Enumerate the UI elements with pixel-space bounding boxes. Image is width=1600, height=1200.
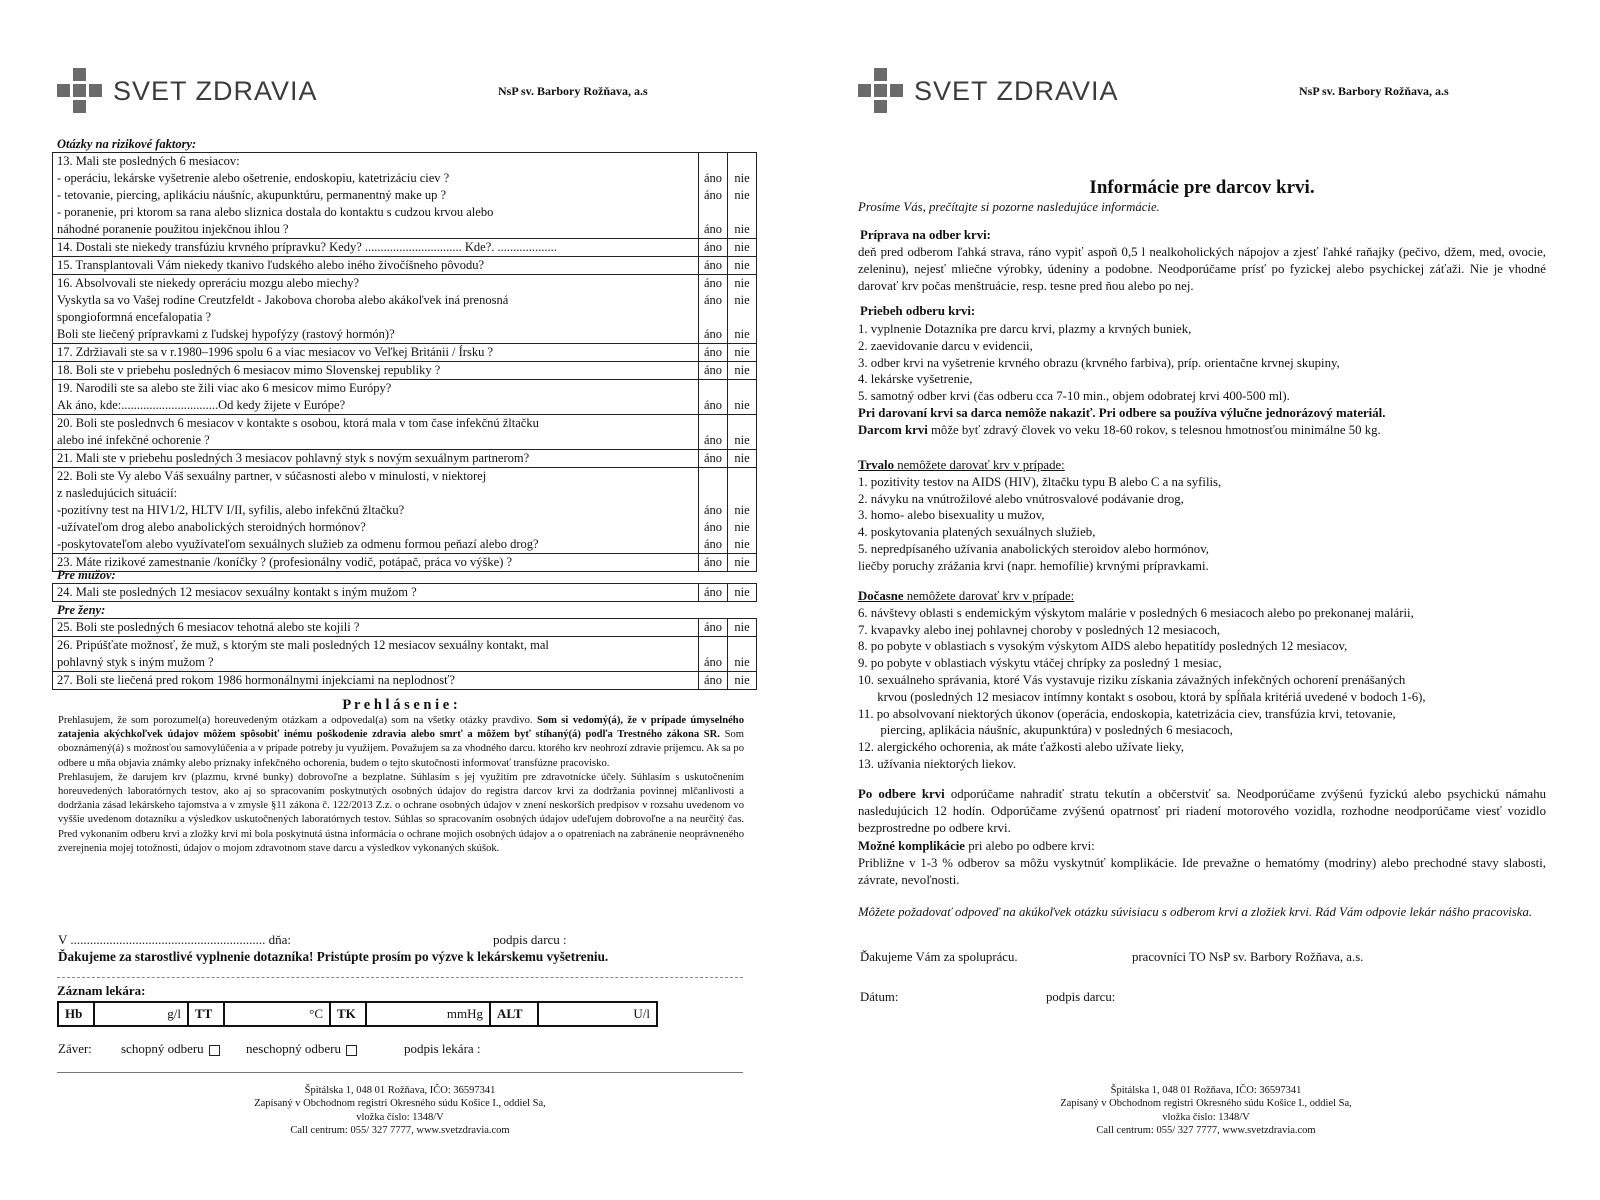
answer-no[interactable]: nie: [728, 380, 757, 415]
question-row: [53, 468, 757, 554]
answer-yes[interactable]: áno: [699, 257, 728, 275]
question-text: 27. Boli ste liečená pred rokom 1986 hormonálnymi injekciami na neplodnosť?: [53, 672, 699, 690]
after-donation-text: [858, 786, 1546, 836]
conclusion-label: Záver:: [58, 1041, 92, 1056]
temporary-item: 7. kvapavky alebo inej pohlavnej choroby v posledných 12 mesiacoch,: [858, 622, 1221, 637]
course-list: [858, 321, 1558, 439]
thanks-cooperation: Ďakujeme Vám za spoluprácu.: [860, 950, 1018, 964]
question-text: 15. Transplantovali Vám niekedy tkanivo ľudského alebo iného živočíšneho pôvodu?: [53, 257, 699, 275]
able-label: schopný odberu: [121, 1041, 204, 1056]
question-text: 22. Boli ste Vy alebo Váš sexuálny partner, v súčasnosti alebo v minulosti, v niektorej z nasledujúcich situácií: -pozitívny test na HIV1/2, HLTV I/II, syfilis, alebo infekčnú žltačku? -užívateľom drog alebo anabolických steroidných hormónov? -poskytovateľom alebo využívateľom sexuálnych služieb za odmenu formou peňazí alebo drog?: [53, 468, 699, 554]
cross-logo-icon: [57, 68, 103, 114]
question-row: [53, 239, 757, 257]
question-row: [53, 153, 757, 239]
question-row: [53, 257, 757, 275]
answer-no[interactable]: nie: [728, 637, 757, 672]
answer-no[interactable]: nie: [728, 554, 757, 572]
unable-checkbox[interactable]: [346, 1045, 357, 1056]
footer-line-1: Špitálska 1, 048 01 Rožňava, IČO: 36597341: [304, 1085, 496, 1096]
hospital-name: NsP sv. Barbory Rožňava, a.s: [498, 84, 648, 98]
footer-line-4: Call centrum: 055/ 327 7777, www.svetzdravia.com: [290, 1124, 510, 1136]
temporary-item: 13. užívania niektorých liekov.: [858, 756, 1017, 771]
footer-line-2: Zapísaný v Obchodnom registri Okresného súdu Košice I., oddiel Sa,: [254, 1098, 546, 1110]
prep-title: Príprava na odber krvi:: [860, 228, 991, 242]
permanent-item: 1. pozitivity testov na AIDS (HIV), žltačku typu B alebo C a na syfilis,: [858, 474, 1222, 489]
question-row: [53, 672, 757, 690]
question-row: [53, 415, 757, 450]
hospital-name-right: NsP sv. Barbory Rožňava, a.s: [1299, 84, 1449, 98]
donor-text: môže byť zdravý človek vo veku 18-60 rokov, s telesnou hmotnosťou minimálne 50 kg.: [927, 422, 1381, 437]
prep-text: deň pred odberom ľahká strava, ráno vypiť aspoň 0,5 l nealkoholických nápojov a zjesť ľahké raňajky (pečivo, džem, med, ovocie, zeleninu), nejesť mliečne výrobky, údeniny a podobne. Neodporúčame prísť po fyzickej alebo psychickej záťaži. Nie je vhodné darovať krv počas menštruácie, resp. tesne pred ňou alebo po nej.: [858, 245, 1546, 293]
course-title: Priebeh odberu krvi:: [860, 304, 976, 318]
answer-no[interactable]: nie: [728, 672, 757, 690]
complications-label: Možné komplikácie: [858, 839, 965, 853]
answer-no[interactable]: nie nie nie: [728, 153, 757, 239]
brand-name: SVET ZDRAVIA: [914, 75, 1119, 106]
temporary-item: 9. po pobyte v oblastiach výskytu vtáčej chrípky za posledný 1 mesiac,: [858, 656, 1222, 671]
safety-note: Pri darovaní krvi sa darca nemôže nakaziť. Pri odbere sa používa výlučne jednorázový materiál.: [858, 405, 1386, 420]
permanent-item: 3. homo- alebo bisexuality u mužov,: [858, 508, 1045, 523]
footer-line-1: Špitálska 1, 048 01 Rožňava, IČO: 36597341: [1110, 1085, 1302, 1096]
course-item: 5. samotný odber krvi (čas odberu cca 7-10 min., objem odobratej krvi 400-500 ml).: [858, 389, 1290, 404]
temporary-item: 8. po pobyte v oblastiach s vysokým výskytom AIDS alebo hepatitídy posledných 12 mesiacov,: [858, 639, 1348, 654]
question-text: 20. Boli ste poslednvch 6 mesiacov v kontakte s osobou, ktorá mala v tom čase infekčnú žltačku alebo iné infekčné ochorenie ?: [53, 415, 699, 450]
answer-yes[interactable]: áno áno áno: [699, 275, 728, 344]
answer-yes[interactable]: áno: [699, 584, 728, 602]
declaration-warning: Som si vedomý(á), že v prípade úmyselného zatajenia akýchkoľvek údajov môžem spôsobiť inému poškodenie zdravia alebo smrť a môžem byť stíhaný(á) podľa Trestného zákona SR.: [58, 715, 744, 741]
women-section-title: Pre ženy:: [57, 603, 106, 617]
temporary-rest: nemôžete darovať krv v prípade:: [903, 589, 1075, 603]
answer-yes[interactable]: áno: [699, 415, 728, 450]
date-label[interactable]: Dátum:: [860, 990, 899, 1004]
answer-yes[interactable]: áno: [699, 362, 728, 380]
doctor-record-title: Záznam lekára:: [57, 983, 146, 998]
tt-field[interactable]: °C: [224, 1002, 330, 1026]
question-row: [53, 619, 757, 637]
question-text: 25. Boli ste posledných 6 mesiacov tehotná alebo ste kojili ?: [53, 619, 699, 637]
answer-yes[interactable]: áno áno áno: [699, 468, 728, 554]
course-item: 4. lekárske vyšetrenie,: [858, 372, 973, 387]
divider: [57, 977, 743, 978]
question-row: [53, 450, 757, 468]
permanent-section: [858, 457, 1558, 575]
declaration-title: P r e h l á s e n i e :: [342, 697, 458, 713]
answer-no[interactable]: nie: [728, 362, 757, 380]
permanent-item: 2. návyku na vnútrožilové alebo vnútrosvalové podávanie drog,: [858, 491, 1184, 506]
permanent-item: liečby poruchy zrážania krvi (napr. hemofílie) krvnými prípravkami.: [858, 558, 1209, 573]
question-row: [53, 275, 757, 344]
women-questions-table: [52, 618, 757, 690]
course-item: 2. zaevidovanie darcu v evidencii,: [858, 338, 1033, 353]
question-row: [53, 637, 757, 672]
temporary-item: 6. návštevy oblasti s endemickým výskytom malárie v posledných 6 mesiacoch alebo po prekonanej malárii,: [858, 605, 1414, 620]
question-text: 23. Máte rizikové zamestnanie /koníčky ? (profesionálny vodič, potápač, práca vo výške) ?: [53, 554, 699, 572]
answer-yes[interactable]: áno áno áno: [699, 153, 728, 239]
staff-signature: pracovníci TO NsP sv. Barbory Rožňava, a.s.: [1132, 950, 1364, 964]
declaration-p1-end: Som oboznámený(á) s možnosťou samovylúčenia a v prípade potreby ju využijem. Považujem sa za vhodného darcu. ktorého krv neohrozí zdravie príjemcu. Ak sa po odbere u mňa objavia známky alebo príznaky infekčného ochorenia, budem o tejto skutočnosti informovať transfúzne pracovisko.: [58, 729, 745, 769]
donor-label: Darcom krvi: [858, 422, 928, 437]
svet-zdravia-logo-right: [858, 68, 1119, 114]
doctor-record-table: [57, 1001, 658, 1027]
temporary-item: piercing, aplikácia náušníc, akupunktúra) v posledných 6 mesiacoch,: [858, 723, 1233, 738]
after-donation-label: Po odbere krvi: [858, 787, 945, 801]
info-title: Informácie pre darcov krvi.: [1089, 177, 1315, 198]
question-note: Môžete požadovať odpoveď na akúkoľvek otázku súvisiacu s odberom krvi a zložiek krvi. Rád Vám odpovie lekár nášho pracoviska.: [858, 905, 1533, 919]
complications-intro: pri alebo po odbere krvi:: [965, 839, 1095, 853]
question-text: 13. Mali ste posledných 6 mesiacov: - operáciu, lekárske vyšetrenie alebo ošetrenie, endoskopiu, katetrizáciu ciev ? - tetovanie, piercing, aplikáciu náušníc, akupunktúru, permanentný make up ? - poranenie, pri ktorom sa rana alebo sliznica dostala do kontaktu s cudzou krvou alebo náhodné poranenie použitou injekčnou ihlou ?: [53, 153, 699, 239]
tt-label: TT: [188, 1002, 224, 1026]
answer-yes[interactable]: áno: [699, 637, 728, 672]
cross-logo-icon: [858, 68, 904, 114]
risk-questions-table: [52, 152, 757, 572]
answer-yes[interactable]: áno: [699, 239, 728, 257]
question-text: 19. Narodili ste sa alebo ste žili viac ako 6 mesicov mimo Európy? Ak áno, kde:...............................Od kedy žijete v Európe?: [53, 380, 699, 415]
question-text: 26. Pripúšťate možnosť, že muž, s ktorým ste mali posledných 12 mesiacov sexuálny kontakt, mal pohlavný styk s iným mužom ?: [53, 637, 699, 672]
answer-yes[interactable]: áno: [699, 672, 728, 690]
footer-line-4: Call centrum: 055/ 327 7777, www.svetzdravia.com: [1096, 1124, 1316, 1136]
temporary-title: [858, 588, 1558, 605]
footer-address: [160, 1084, 640, 1137]
answer-yes[interactable]: áno: [699, 344, 728, 362]
question-row: [53, 344, 757, 362]
temporary-item: krvou (posledných 12 mesiacov intímny kontakt s osobou, ktorá by spĺňala kritériá uvedené v bodoch 1-6),: [858, 689, 1426, 704]
footer-line-3: vložka číslo: 1348/V: [1162, 1111, 1250, 1123]
tk-label: TK: [330, 1002, 366, 1026]
answer-no[interactable]: nie: [728, 415, 757, 450]
unable-label: neschopný odberu: [246, 1041, 341, 1056]
complications-body: Približne v 1-3 % odberov sa môžu vyskytnúť komplikácie. Ide prevažne o hematómy (modriny) alebo prechodné stavy slabosti, závrate, nevoľnosti.: [858, 855, 1546, 887]
answer-yes[interactable]: áno: [699, 554, 728, 572]
able-checkbox[interactable]: [209, 1045, 220, 1056]
footer-address-right: [966, 1084, 1446, 1137]
declaration-p1-start: Prehlasujem, že som porozumel(a) horeuvedeným otázkam a odpovedal(a) som na všetky otázky pravdivo.: [58, 715, 537, 726]
answer-no[interactable]: nie nie nie: [728, 468, 757, 554]
footer-line-3: vložka číslo: 1348/V: [356, 1111, 444, 1123]
temporary-item: 11. po absolvovaní niektorých úkonov (operácia, endoskopia, katetrizácia ciev, transfúzia krvi, tetovanie,: [858, 706, 1396, 721]
thanks-note: Ďakujeme za starostlivé vyplnenie dotazníka! Pristúpte prosím po výzve k lekárskemu vyšetreniu.: [58, 949, 609, 964]
able-option[interactable]: [121, 1041, 220, 1057]
answer-no[interactable]: nie nie nie: [728, 275, 757, 344]
question-text: 17. Zdržiavali ste sa v r.1980–1996 spolu 6 a viac mesiacov vo Veľkej Británii / Írsku ?: [53, 344, 699, 362]
men-section-title: Pre mužov:: [57, 568, 116, 582]
answer-no[interactable]: nie: [728, 239, 757, 257]
unable-option[interactable]: [246, 1041, 357, 1057]
answer-no[interactable]: nie: [728, 344, 757, 362]
doctor-signature-label[interactable]: podpis lekára :: [404, 1041, 481, 1056]
answer-no[interactable]: nie: [728, 257, 757, 275]
temporary-section: [858, 588, 1558, 773]
question-text: 16. Absolvovali ste niekedy opreráciu mozgu alebo miechy? Vyskytla sa vo Vašej rodine Creutzfeldt - Jakobova choroba alebo akákoľvek iná prenosná spongioformná encefalopatia ? Boli ste liečený prípravkami z ľudskej hypofýzy (rastový hormón)?: [53, 275, 699, 344]
answer-no[interactable]: nie: [728, 450, 757, 468]
course-item: 1. vyplnenie Dotazníka pre darcu krvi, plazmy a krvných buniek,: [858, 322, 1192, 336]
tk-field[interactable]: mmHg: [366, 1002, 490, 1026]
question-text: 14. Dostali ste niekedy transfúziu krvného prípravku? Kedy? ............................... Kde?. ...................: [53, 239, 699, 257]
question-text: 21. Mali ste v priebehu posledných 3 mesiacov pohlavný styk s novým sexuálnym partnerom?: [53, 450, 699, 468]
donor-signature-right[interactable]: podpis darcu:: [1046, 990, 1116, 1004]
donor-signature-label[interactable]: podpis darcu :: [493, 932, 567, 947]
course-item: 3. odber krvi na vyšetrenie krvného obrazu (krvného farbiva), príp. orientačne krvnej skupiny,: [858, 355, 1340, 370]
permanent-item: 5. nepredpísaného užívania anabolických steroidov alebo hormónov,: [858, 541, 1209, 556]
temporary-item: 10. sexuálneho správania, ktoré Vás vystavuje riziku získania závažných infekčných ochorení prenášaných: [858, 672, 1406, 687]
permanent-word: Trvalo: [858, 458, 895, 472]
info-subtitle: Prosíme Vás, prečítajte si pozorne nasledujúce informácie.: [858, 200, 1160, 214]
footer-line-2: Zapísaný v Obchodnom registri Okresného súdu Košice I., oddiel Sa,: [1060, 1098, 1352, 1110]
answer-no[interactable]: nie: [728, 619, 757, 637]
question-text: 18. Boli ste v priebehu posledných 6 mesiacov mimo Slovenskej republiky ?: [53, 362, 699, 380]
after-donation-body: odporúčame nahradiť stratu tekutín a občerstviť sa. Neodporúčame zvýšenú fyzickú alebo psychickú námahu nasledujúcich 12 hodín. Odporúčame zvýšenú opatrnosť pri riadení motorového vozidla, rozhodne neodporúčame viesť vozidlo bezprostredne po odbere krvi.: [858, 787, 1546, 835]
permanent-item: 4. poskytovania platených sexuálnych služieb,: [858, 525, 1096, 540]
answer-yes[interactable]: áno: [699, 450, 728, 468]
question-row: [53, 362, 757, 380]
declaration-consent: Prehlasujem, že darujem krv (plazmu, krvné bunky) dobrovoľne a bezplatne. Súhlasím s jej využitím pre zdravotnícke účely. Súhlasím s uskutočnením horeuvedených laboratórnych testov, ako aj so spracovaním poskytnutých osobných údajov do registra darcov krvi za dodržania povinnej mlčanlivosti a dodržania zásad lekárskeho tajomstva a v zmysle §11 zákona č. 122/2013 Z.z. o ochrane osobných údajov v znení neskorších predpisov v rozsahu uvedenom vo vyššie uvedenom dotazníku a výsledkov uskutočnených laboratórnych testov. Súhlas so spracovaním osobných údajov udeľujem dobrovoľne a na neurčitý čas. Pred vykonaním odberu krvi a zložky krvi mi bola poskytnutá ústna informácia o ochrane mojich osobných údajov a o opatreniach na zabránenie neoprávneného zverejnenia mojej totožnosti, údajov o mojom zdravotnom stave darcu a výsledkov vykonaných skúšok.: [58, 771, 744, 854]
temporary-item: 12. alergického ochorenia, ak máte ťažkosti alebo užívate lieky,: [858, 740, 1184, 755]
hb-label: Hb: [58, 1002, 94, 1026]
brand-name: SVET ZDRAVIA: [113, 75, 318, 106]
temporary-word: Dočasne: [858, 589, 904, 603]
donor-eligibility: [858, 422, 1558, 439]
permanent-title: [858, 457, 1558, 474]
place-date-line[interactable]: V ............................................................ dňa:: [58, 932, 292, 947]
svet-zdravia-logo: [57, 68, 318, 114]
men-questions-table: [52, 583, 757, 602]
permanent-rest: nemôžete darovať krv v prípade:: [894, 458, 1065, 472]
hb-field[interactable]: g/l: [94, 1002, 188, 1026]
declaration-text: [58, 714, 744, 856]
risk-factors-title: Otázky na rizikové faktory:: [57, 137, 197, 151]
alt-label: ALT: [490, 1002, 538, 1026]
answer-yes[interactable]: áno: [699, 380, 728, 415]
footer-divider: [57, 1072, 743, 1073]
complications-text: [858, 838, 1546, 888]
answer-yes[interactable]: áno: [699, 619, 728, 637]
answer-no[interactable]: nie: [728, 584, 757, 602]
question-row: [53, 380, 757, 415]
question-text: 24. Mali ste posledných 12 mesiacov sexuálny kontakt s iným mužom ?: [53, 584, 699, 602]
question-row: [53, 554, 757, 572]
question-row: [53, 584, 757, 602]
alt-field[interactable]: U/l: [538, 1002, 657, 1026]
